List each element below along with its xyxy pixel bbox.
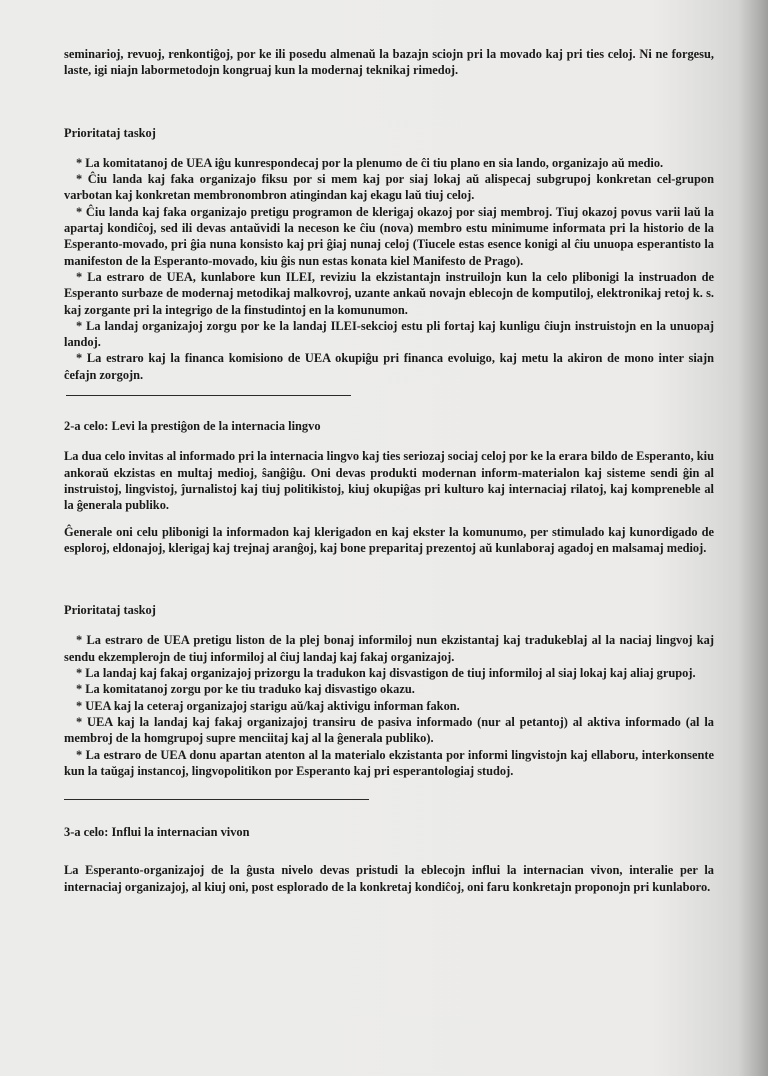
list-item: * La estraro de UEA donu apartan atenton al la materialo ekzistanta por informi lingvistojn kaj ellaboru, interkonsente kun la taŭgaj instancoj, lingvopolitikon por Esperanto kaj pri esperantologiaj studoj. [64, 747, 714, 778]
section-heading-3a-celo: 3-a celo: Influi la internacian vivon [64, 825, 250, 840]
list-item: * La komitatanoj de UEA iĝu kunrespondecaj por la plenumo de ĉi tiu plano en sia lando, organizajo aŭ medio. [76, 155, 664, 170]
list-item: * La landaj kaj fakaj organizajoj prizorgu la tradukon kaj disvastigon de tiuj informiloj al siaj lokaj kaj aliaj grupoj. [76, 666, 696, 681]
list-item: * La estraro de UEA, kunlabore kun ILEI, reviziu la ekzistantajn instruilojn kun la celo plibonigi la instruadon de Esperanto surbaze de modernaj metodikaj malkovroj, uzante ankaŭ novajn eblecojn de komputiloj, elektronikaj retoj k. s. kaj zorgante pri la integrigo de la finstudintoj en la komunumon. [64, 269, 714, 317]
list-item: * Ĉiu landa kaj faka organizajo fiksu por si mem kaj por siaj lokaj aŭ alispecaj subgrupoj konkretan cel-grupon varbotan kaj konkretan membronombron atingindan kaj ekagu laŭ tiuj celoj. [64, 172, 714, 203]
body-paragraph: La Esperanto-organizajoj de la ĝusta nivelo devas pristudi la eblecojn influi la internacian vivon, interalie per la internaciaj organizajoj, al kiuj oni, post esplorado de la konkretaj kondiĉoj, oni faru konkretajn proponojn pri kunlaboro. [64, 863, 714, 894]
section-heading-prioritataj-taskoj-1: Prioritataj taskoj [64, 125, 156, 140]
list-item: * La landaj organizajoj zorgu por ke la landaj ILEI-sekcioj estu pli fortaj kaj kunligu ĉiujn instruistojn en la unuopaj landoj. [64, 318, 714, 350]
list-item: * La komitatanoj zorgu por ke tiu traduko kaj disvastigo okazu. [76, 682, 415, 697]
list-item: * UEA kaj la ceteraj organizajoj starigu aŭ/kaj aktivigu informan fakon. [76, 698, 460, 713]
list-item: * La estraro kaj la financa komisiono de UEA okupiĝu pri financa evoluigo, kaj metu la akiron de mono inter siajn ĉefajn zorgojn. [64, 351, 714, 382]
list-item: * UEA kaj la landaj kaj fakaj organizajoj transiru de pasiva informado (nur al petantoj) al aktiva informado (al la membroj de la homgrupoj supre menciitaj kaj al la ĝenerala publiko). [64, 714, 714, 746]
section-heading-2a-celo: 2-a celo: Levi la prestiĝon de la internacia lingvo [64, 419, 321, 434]
body-paragraph: Ĝenerale oni celu plibonigi la informadon kaj klerigadon en kaj ekster la komunumo, per stimulado kaj kunordigado de esploroj, eldonajoj, klerigaj kaj trejnaj aranĝoj, kaj bone preparitaj prezentoj aŭ kunlaboraj agadoj en malsamaj medioj. [64, 524, 714, 555]
body-paragraph: La dua celo invitas al informado pri la internacia lingvo kaj ties seriozaj sociaj celoj por ke la erara bildo de Esperanto, kiu ankoraŭ ekzistas en multaj medioj, ŝanĝiĝu. Oni devas produkti modernan inform-materialon kaj sisteme sendi ĝin al instruistoj, lingvistoj, ĵurnalistoj kaj tiuj politikistoj, kiuj okupiĝas pri kulturo kaj internaciaj rilatoj, kaj kompreneble al la ĝenerala publiko. [64, 449, 714, 513]
section-heading-prioritataj-taskoj-2: Prioritataj taskoj [64, 603, 156, 618]
page-binding-shadow [738, 0, 768, 1076]
list-item: * Ĉiu landa kaj faka organizajo pretigu programon de klerigaj okazoj por siaj membroj. Tiuj okazoj povus varii laŭ la apartaj kondiĉoj, sed ili devas antaŭvidi la neceson ke ĉiu (nova) membro estu minimume informata pri la historio de la Esperanto-movado, pri ĝia nuna konsisto kaj pri ĝiaj nunaj celoj (Tiucele estas esence konigi al ĉiu unuopa esperantisto la manifeston de la Esperanto-movado, kiu ĝis nun estas konata kiel Manifesto de Prago). [64, 204, 714, 268]
document-body [64, 46, 714, 895]
list-item: * La estraro de UEA pretigu liston de la plej bonaj informiloj nun ekzistantaj kaj tradukeblaj al la naciaj lingvoj kaj sendu ekzemplerojn de tiuj informiloj al ĉiuj landaj kaj fakaj organizajoj. [64, 633, 714, 664]
intro-paragraph: seminarioj, revuoj, renkontiĝoj, por ke ili posedu almenaŭ la bazajn sciojn pri la movado kaj pri ties celoj. Ni ne forgesu, laste, igi niajn labormetodojn kongruaj kun la modernaj teknikaj rimedoj. [64, 47, 714, 78]
